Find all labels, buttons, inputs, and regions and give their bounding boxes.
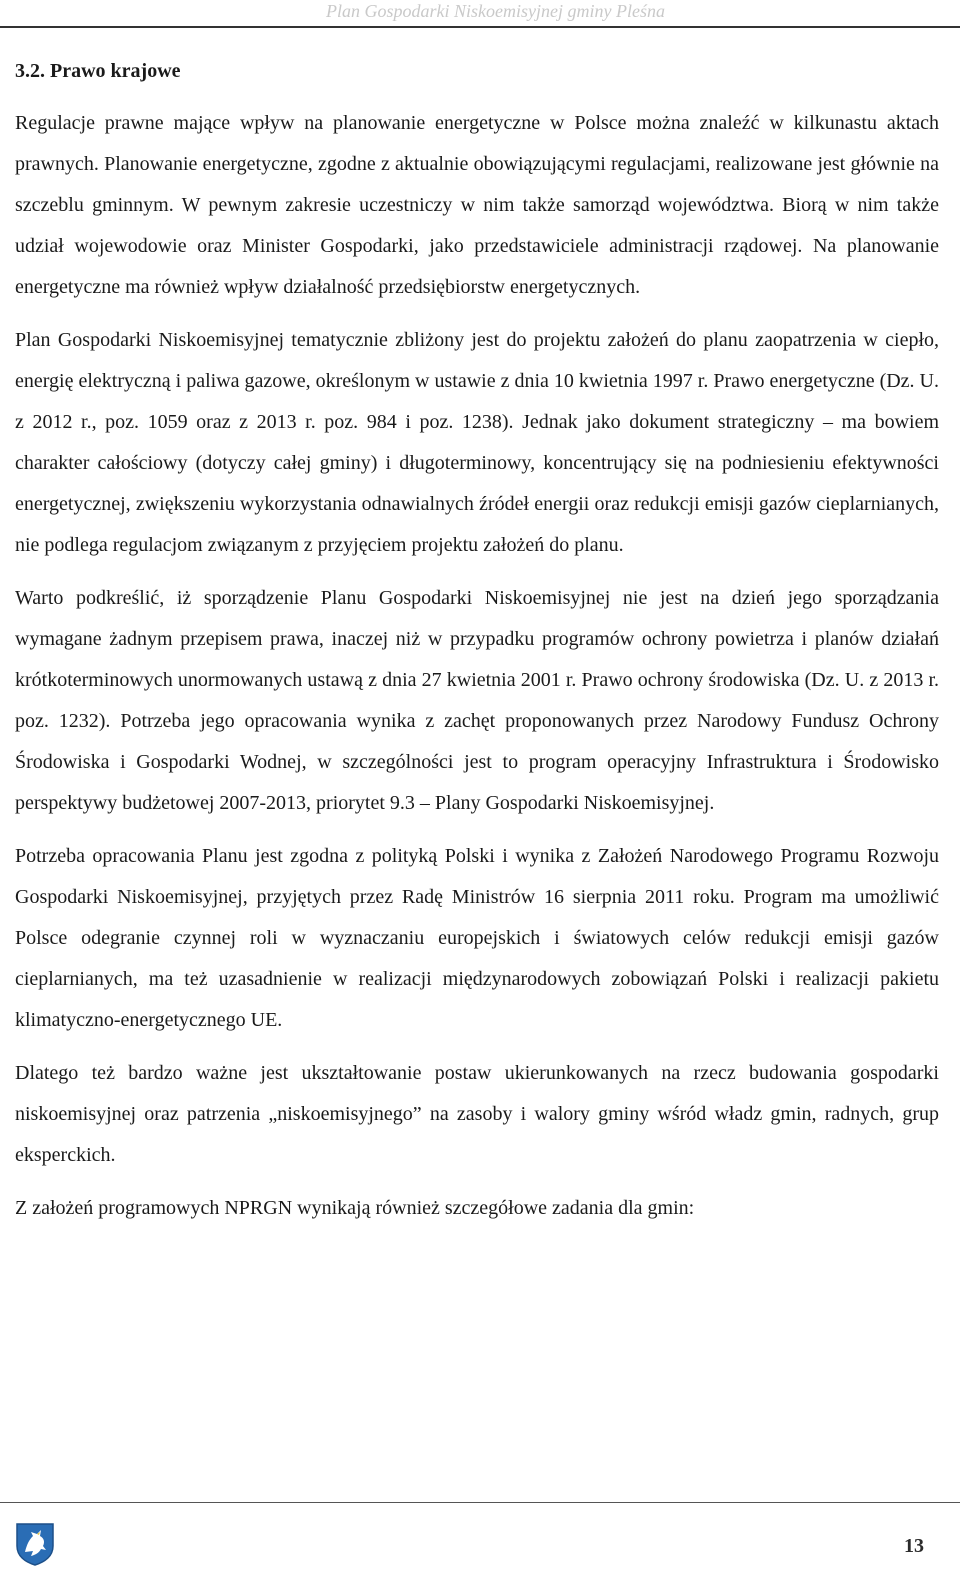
footer-divider bbox=[0, 1502, 960, 1503]
section-heading: 3.2. Prawo krajowe bbox=[15, 60, 181, 82]
coat-of-arms-icon bbox=[15, 1522, 55, 1566]
running-header-title: Plan Gospodarki Niskoemisyjnej gminy Pleśna bbox=[326, 1, 665, 21]
header-divider bbox=[0, 26, 960, 28]
page-number: 13 bbox=[904, 1535, 924, 1557]
paragraph: Warto podkreślić, iż sporządzenie Planu Gospodarki Niskoemisyjnej nie jest na dzień jego sporządzania wymagane żadnym przepisem prawa, inaczej niż w przypadku programów ochrony powietrza i planów działań krótkoterminowych unormowanych ustawą z dnia 27 kwietnia 2001 r. Prawo ochrony środowiska (Dz. U. z 2013 r. poz. 1232). Potrzeba jego opracowania wynika z zachęt proponowanych przez Narodowy Fundusz Ochrony Środowiska i Gospodarki Wodnej, w szczególności jest to program operacyjny Infrastruktura i Środowisko perspektywy budżetowej 2007-2013, priorytet 9.3 – Plany Gospodarki Niskoemisyjnej. bbox=[15, 587, 939, 814]
paragraph: Potrzeba opracowania Planu jest zgodna z polityką Polski i wynika z Założeń Narodowego Programu Rozwoju Gospodarki Niskoemisyjnej, przyjętych przez Radę Ministrów 16 sierpnia 2011 roku. Program ma umożliwić Polsce odegranie czynnej roli w wyznaczaniu europejskich i światowych celów redukcji emisji gazów cieplarnianych, ma też uzasadnienie w realizacji międzynarodowych zobowiązań Polski i realizacji pakietu klimatyczno-energetycznego UE. bbox=[15, 845, 939, 1031]
body-text bbox=[15, 103, 939, 1241]
paragraph: Plan Gospodarki Niskoemisyjnej tematycznie zbliżony jest do projektu założeń do planu zaopatrzenia w ciepło, energię elektryczną i paliwa gazowe, określonym w ustawie z dnia 10 kwietnia 1997 r. Prawo energetyczne (Dz. U. z 2012 r., poz. 1059 oraz z 2013 r. poz. 984 i poz. 1238). Jednak jako dokument strategiczny – ma bowiem charakter całościowy (dotyczy całej gminy) i długoterminowy, koncentrujący się na podniesieniu efektywności energetycznej, zwiększeniu wykorzystania odnawialnych źródeł energii oraz redukcji emisji gazów cieplarnianych, nie podlega regulacjom związanym z przyjęciem projektu założeń do planu. bbox=[15, 329, 939, 556]
paragraph: Z założeń programowych NPRGN wynikają również szczegółowe zadania dla gmin: bbox=[15, 1197, 695, 1219]
paragraph: Regulacje prawne mające wpływ na planowanie energetyczne w Polsce można znaleźć w kilkunastu aktach prawnych. Planowanie energetyczne, zgodne z aktualnie obowiązującymi regulacjami, realizowane jest głównie na szczeblu gminnym. W pewnym zakresie uczestniczy w nim także samorząd województwa. Biorą w nim także udział wojewodowie oraz Minister Gospodarki, jako przedstawiciele administracji rządowej. Na planowanie energetyczne ma również wpływ działalność przedsiębiorstw energetycznych. bbox=[15, 112, 939, 298]
paragraph: Dlatego też bardzo ważne jest ukształtowanie postaw ukierunkowanych na rzecz budowania gospodarki niskoemisyjnej oraz patrzenia „niskoemisyjnego” na zasoby i walory gminy wśród władz gmin, radnych, grup eksperckich. bbox=[15, 1062, 939, 1166]
